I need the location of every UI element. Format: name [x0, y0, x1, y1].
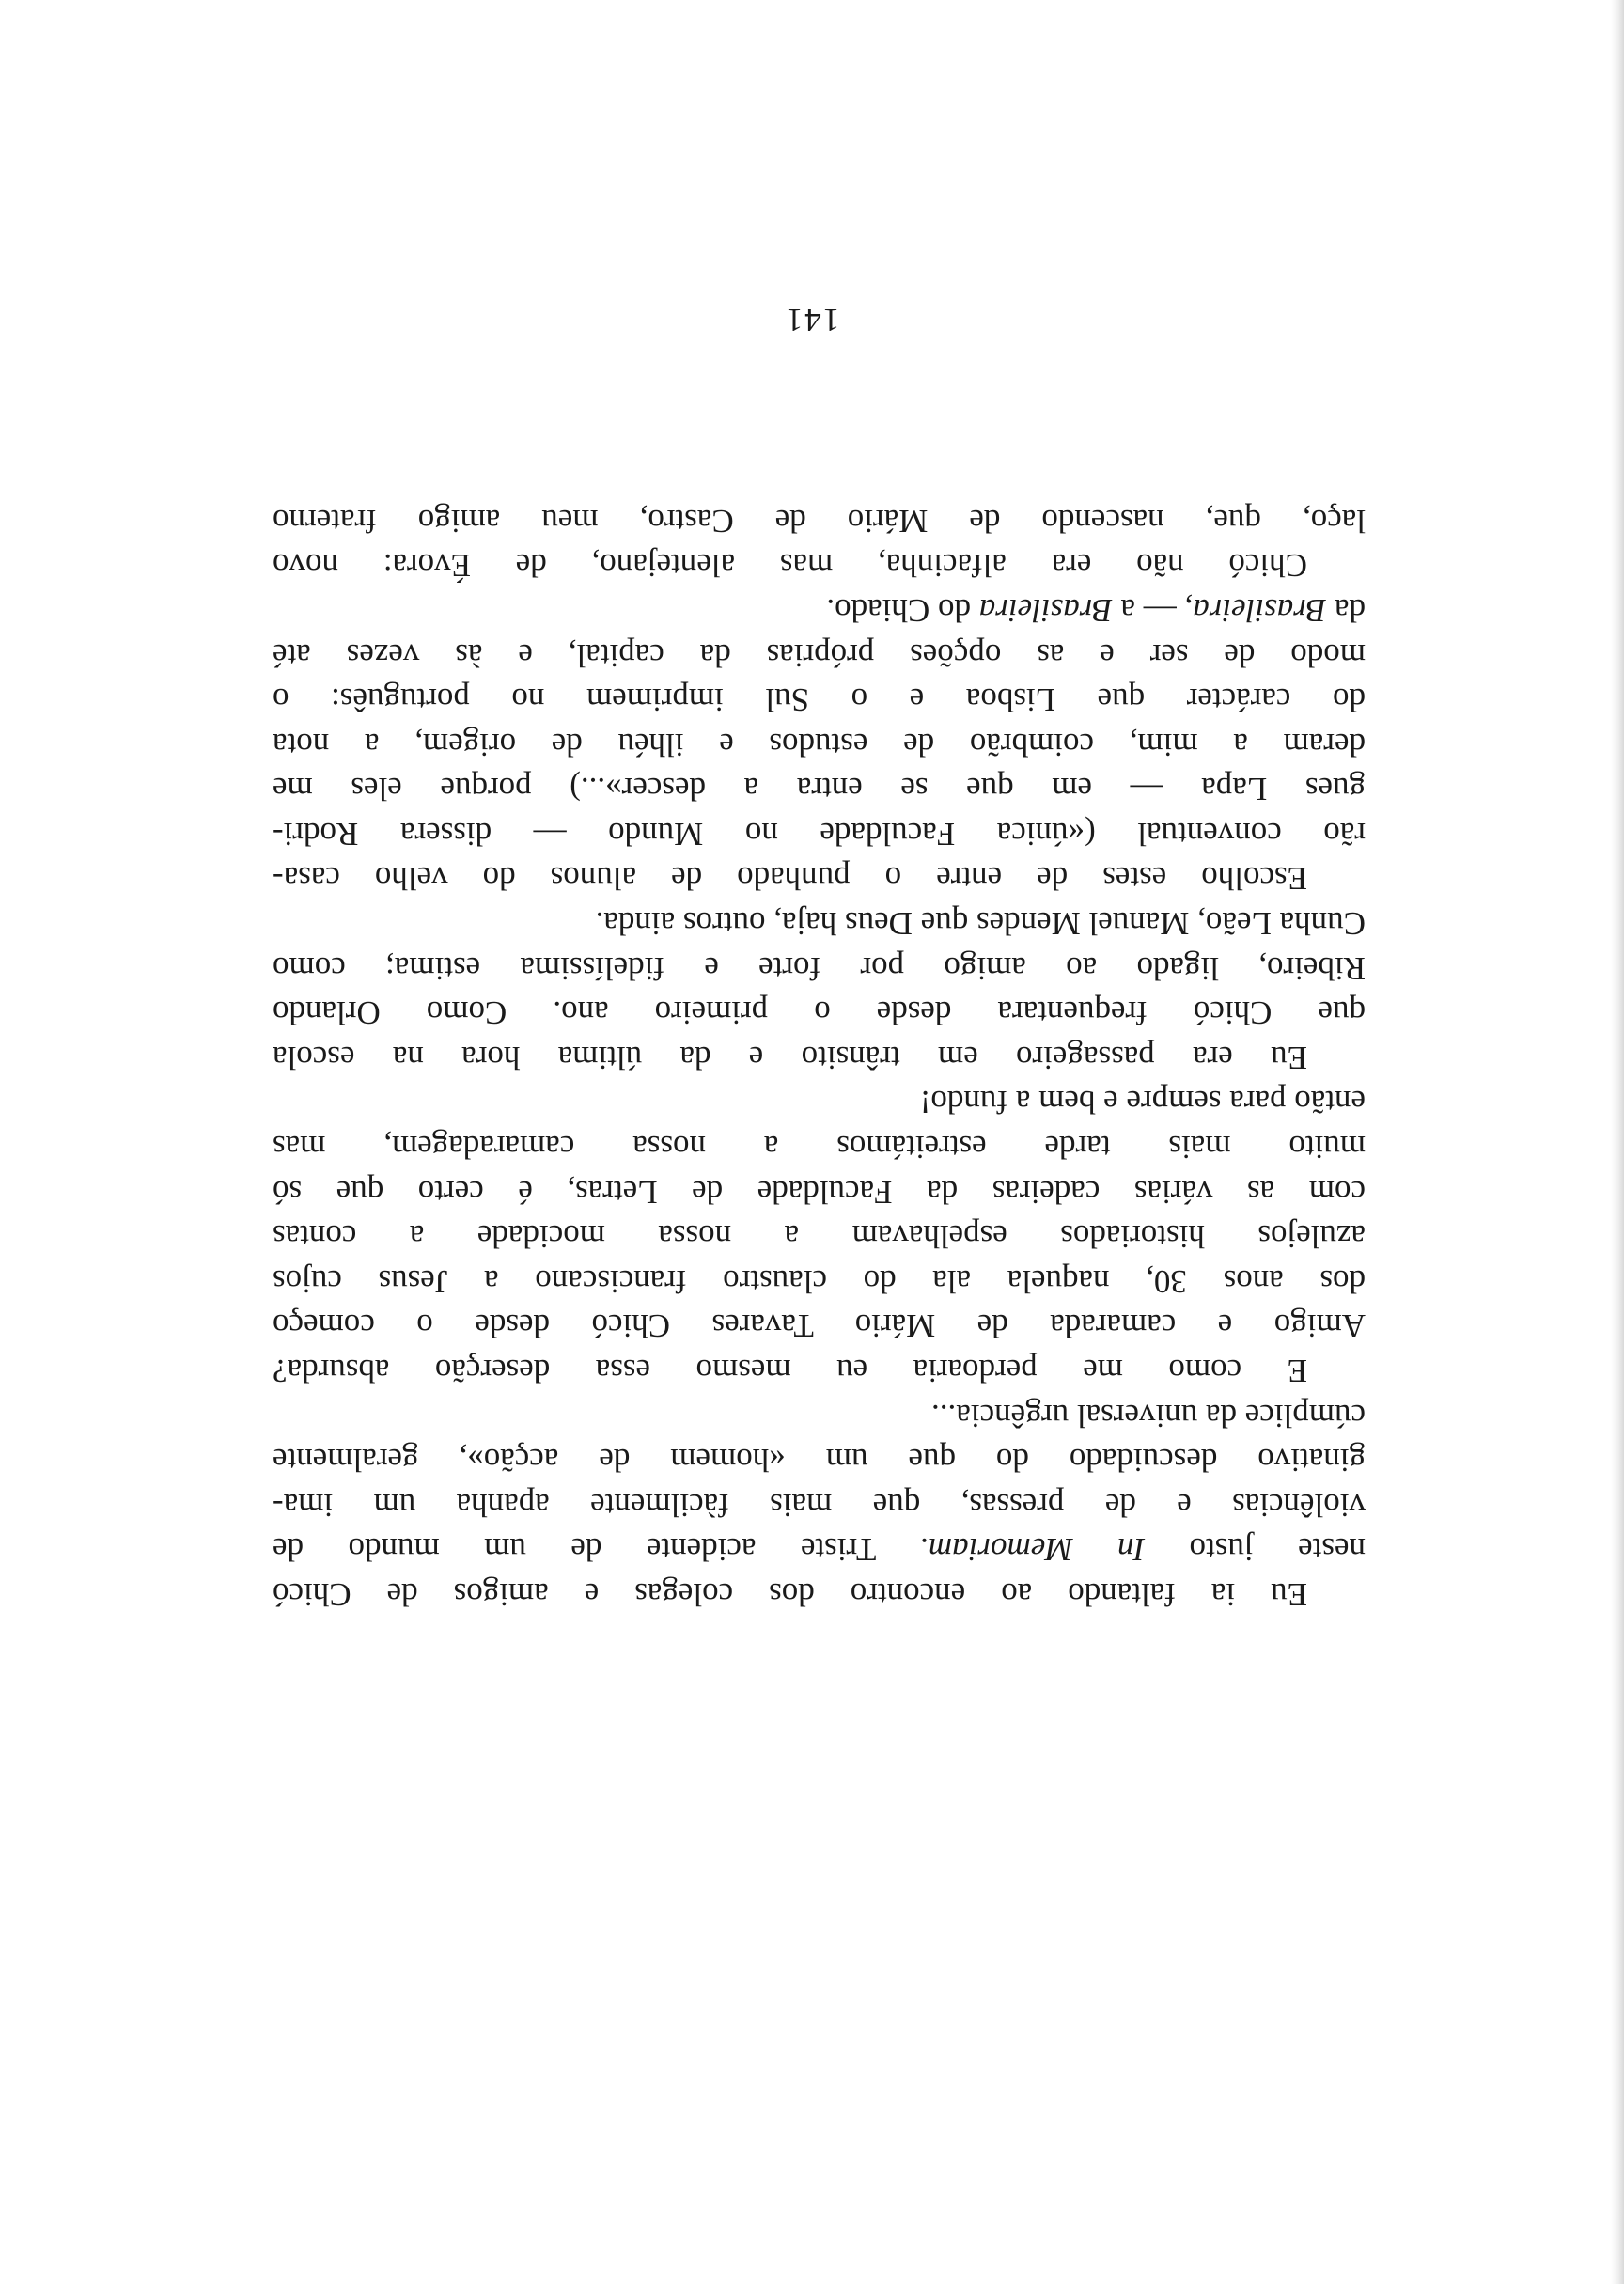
text-fragment: neste justo — [1145, 1531, 1366, 1569]
text-line: Escolho estes de entre o punhado de alunos do velho casa- — [273, 860, 1307, 898]
text-line: azulejos historiados espelhavam a nossa mocidade a contas — [273, 1218, 1366, 1256]
text-line: Ribeiro, ligado ao amigo por forte e fidelíssima estima; como — [273, 949, 1366, 987]
text-line: violências e de pressas, que mais fàcilmente apanha um ima- — [273, 1486, 1366, 1524]
text-line: do carácter que Lisboa e o Sul imprimem no português: o — [273, 681, 1366, 719]
text-line: dos anos 30, naquela ala do claustro franciscano a Jesus cujos — [273, 1262, 1366, 1300]
body-text — [273, 498, 1366, 1617]
text-line — [273, 1527, 1366, 1572]
italic-title: In Memoriam — [928, 1531, 1146, 1569]
text-line: E como me perdoaria eu mesmo essa deserção absurda? — [273, 1353, 1307, 1390]
italic-place-name: Brasileira — [978, 591, 1113, 629]
text-line: ginativo descuidado do que um «homem de acção», geralmente — [273, 1442, 1366, 1479]
page-number: 141 — [784, 302, 840, 338]
text-line: Eu ia faltando ao encontro dos colegas e amigos de Chicó — [273, 1576, 1307, 1613]
text-line: Cunha Leão, Manuel Mendes que Deus haja, outros ainda. — [595, 905, 1366, 943]
text-line: Amigo e camarada de Mário Tavares Chicó desde o começo — [273, 1307, 1366, 1345]
text-line: deram a mim, coimbrão de estudos e ilhéu de origem, a nota — [273, 726, 1366, 763]
text-line: com as várias cadeiras da Faculdade de Letras, é certo que só — [273, 1173, 1366, 1211]
text-line: Chicó não era alfacinha, mas alentejano, de Évora: novo — [273, 547, 1307, 585]
text-line: muito mais tarde estreitámos a nossa camaradagem, mas — [273, 1129, 1366, 1166]
text-line: modo de ser e as opções próprias da capital, e às vezes até — [273, 636, 1366, 674]
text-line: gues Lapa — em que se entra a descer»...) porque eles me — [273, 771, 1366, 808]
text-fragment: , — a — [1112, 591, 1194, 629]
text-line: Eu era passageiro em trânsito e da última hora na escola — [273, 1039, 1307, 1076]
text-fragment: do Chiado. — [826, 591, 979, 629]
text-line: então para sempre e bem a fundo! — [919, 1084, 1366, 1121]
text-line: laço, que, nascendo de Mário de Castro, meu amigo fraterno — [273, 502, 1366, 540]
text-line: rão conventual («única Faculdade no Mundo — dissera Rodri- — [273, 815, 1366, 853]
text-line: que Chicó frequentara desde o primeiro ano. Como Orlando — [273, 994, 1366, 1032]
text-fragment: da — [1326, 591, 1366, 629]
text-line — [273, 587, 1366, 633]
italic-place-name: Brasileira — [1193, 591, 1327, 629]
text-line: cúmplice da universal urgência... — [931, 1397, 1366, 1434]
text-fragment: . Triste acidente de um mundo de — [273, 1531, 929, 1569]
